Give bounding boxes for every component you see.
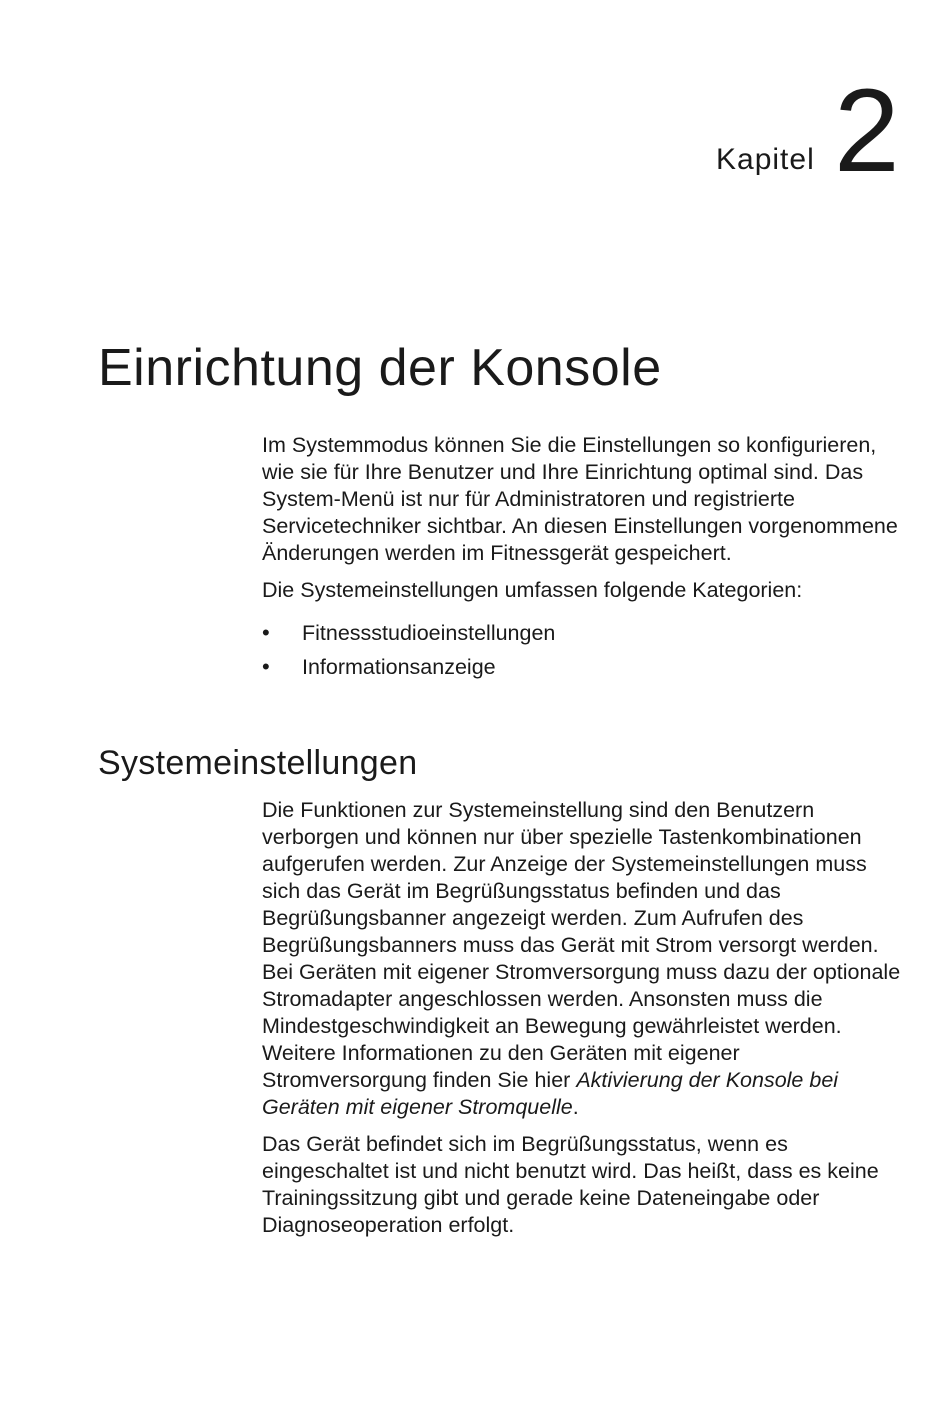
intro-paragraph: Im Systemmodus können Sie die Einstellungen so konfigurieren, wie sie für Ihre Benutzer und Ihre Einrichtung optimal sind. Das System-Menü ist nur für Administratoren und registrierte Servicetechniker sichtbar. An diesen Einstellungen vorgenommene Änderungen werden im Fitnessgerät gespeichert. (262, 433, 898, 565)
bullet-icon: • (262, 620, 270, 645)
section-body (262, 797, 902, 1249)
categories-intro: Die Systemeinstellungen umfassen folgende Kategorien: (262, 578, 803, 602)
list-item-label: Fitnessstudioeinstellungen (302, 621, 556, 645)
category-list (262, 616, 902, 684)
page-title: Einrichtung der Konsole (98, 339, 662, 397)
list-item (262, 650, 902, 684)
intro-block (262, 432, 902, 684)
list-item-label: Informationsanzeige (302, 655, 496, 679)
section-paragraph-text: Die Funktionen zur Systemeinstellung sind den Benutzern verborgen und können nur über spezielle Tastenkombinationen aufgerufen werden. Zur Anzeige der Systemeinstellungen muss sich das Gerät im Begrüßungsstatus befinden und das Begrüßungsbanner angezeigt werden. Zum Aufrufen des Begrüßungsbanners muss das Gerät mit Strom versorgt werden. Bei Geräten mit eigener Stromversorgung muss dazu der optionale Stromadapter angeschlossen werden. Ansonsten muss die Mindestgeschwindigkeit an Bewegung gewährleistet werden. Weitere Informationen zu den Geräten mit eigener Stromversorgung finden Sie hier (262, 798, 901, 1092)
chapter-label: Kapitel (716, 143, 815, 176)
section-paragraph (262, 797, 902, 1121)
list-item (262, 616, 902, 650)
chapter-number: 2 (834, 65, 900, 197)
bullet-icon: • (262, 654, 270, 679)
cross-reference-link[interactable]: Aktivierung der Konsole bei Geräten mit eigener Stromquelle (262, 1068, 839, 1119)
section-heading: Systemeinstellungen (98, 744, 418, 782)
section-paragraph-end: . (572, 1095, 579, 1119)
section-paragraph: Das Gerät befindet sich im Begrüßungsstatus, wenn es eingeschaltet ist und nicht benutzt wird. Das heißt, dass es keine Trainingssitzung gibt und gerade keine Dateneingabe oder Diagnoseoperation erfolgt. (262, 1132, 879, 1237)
